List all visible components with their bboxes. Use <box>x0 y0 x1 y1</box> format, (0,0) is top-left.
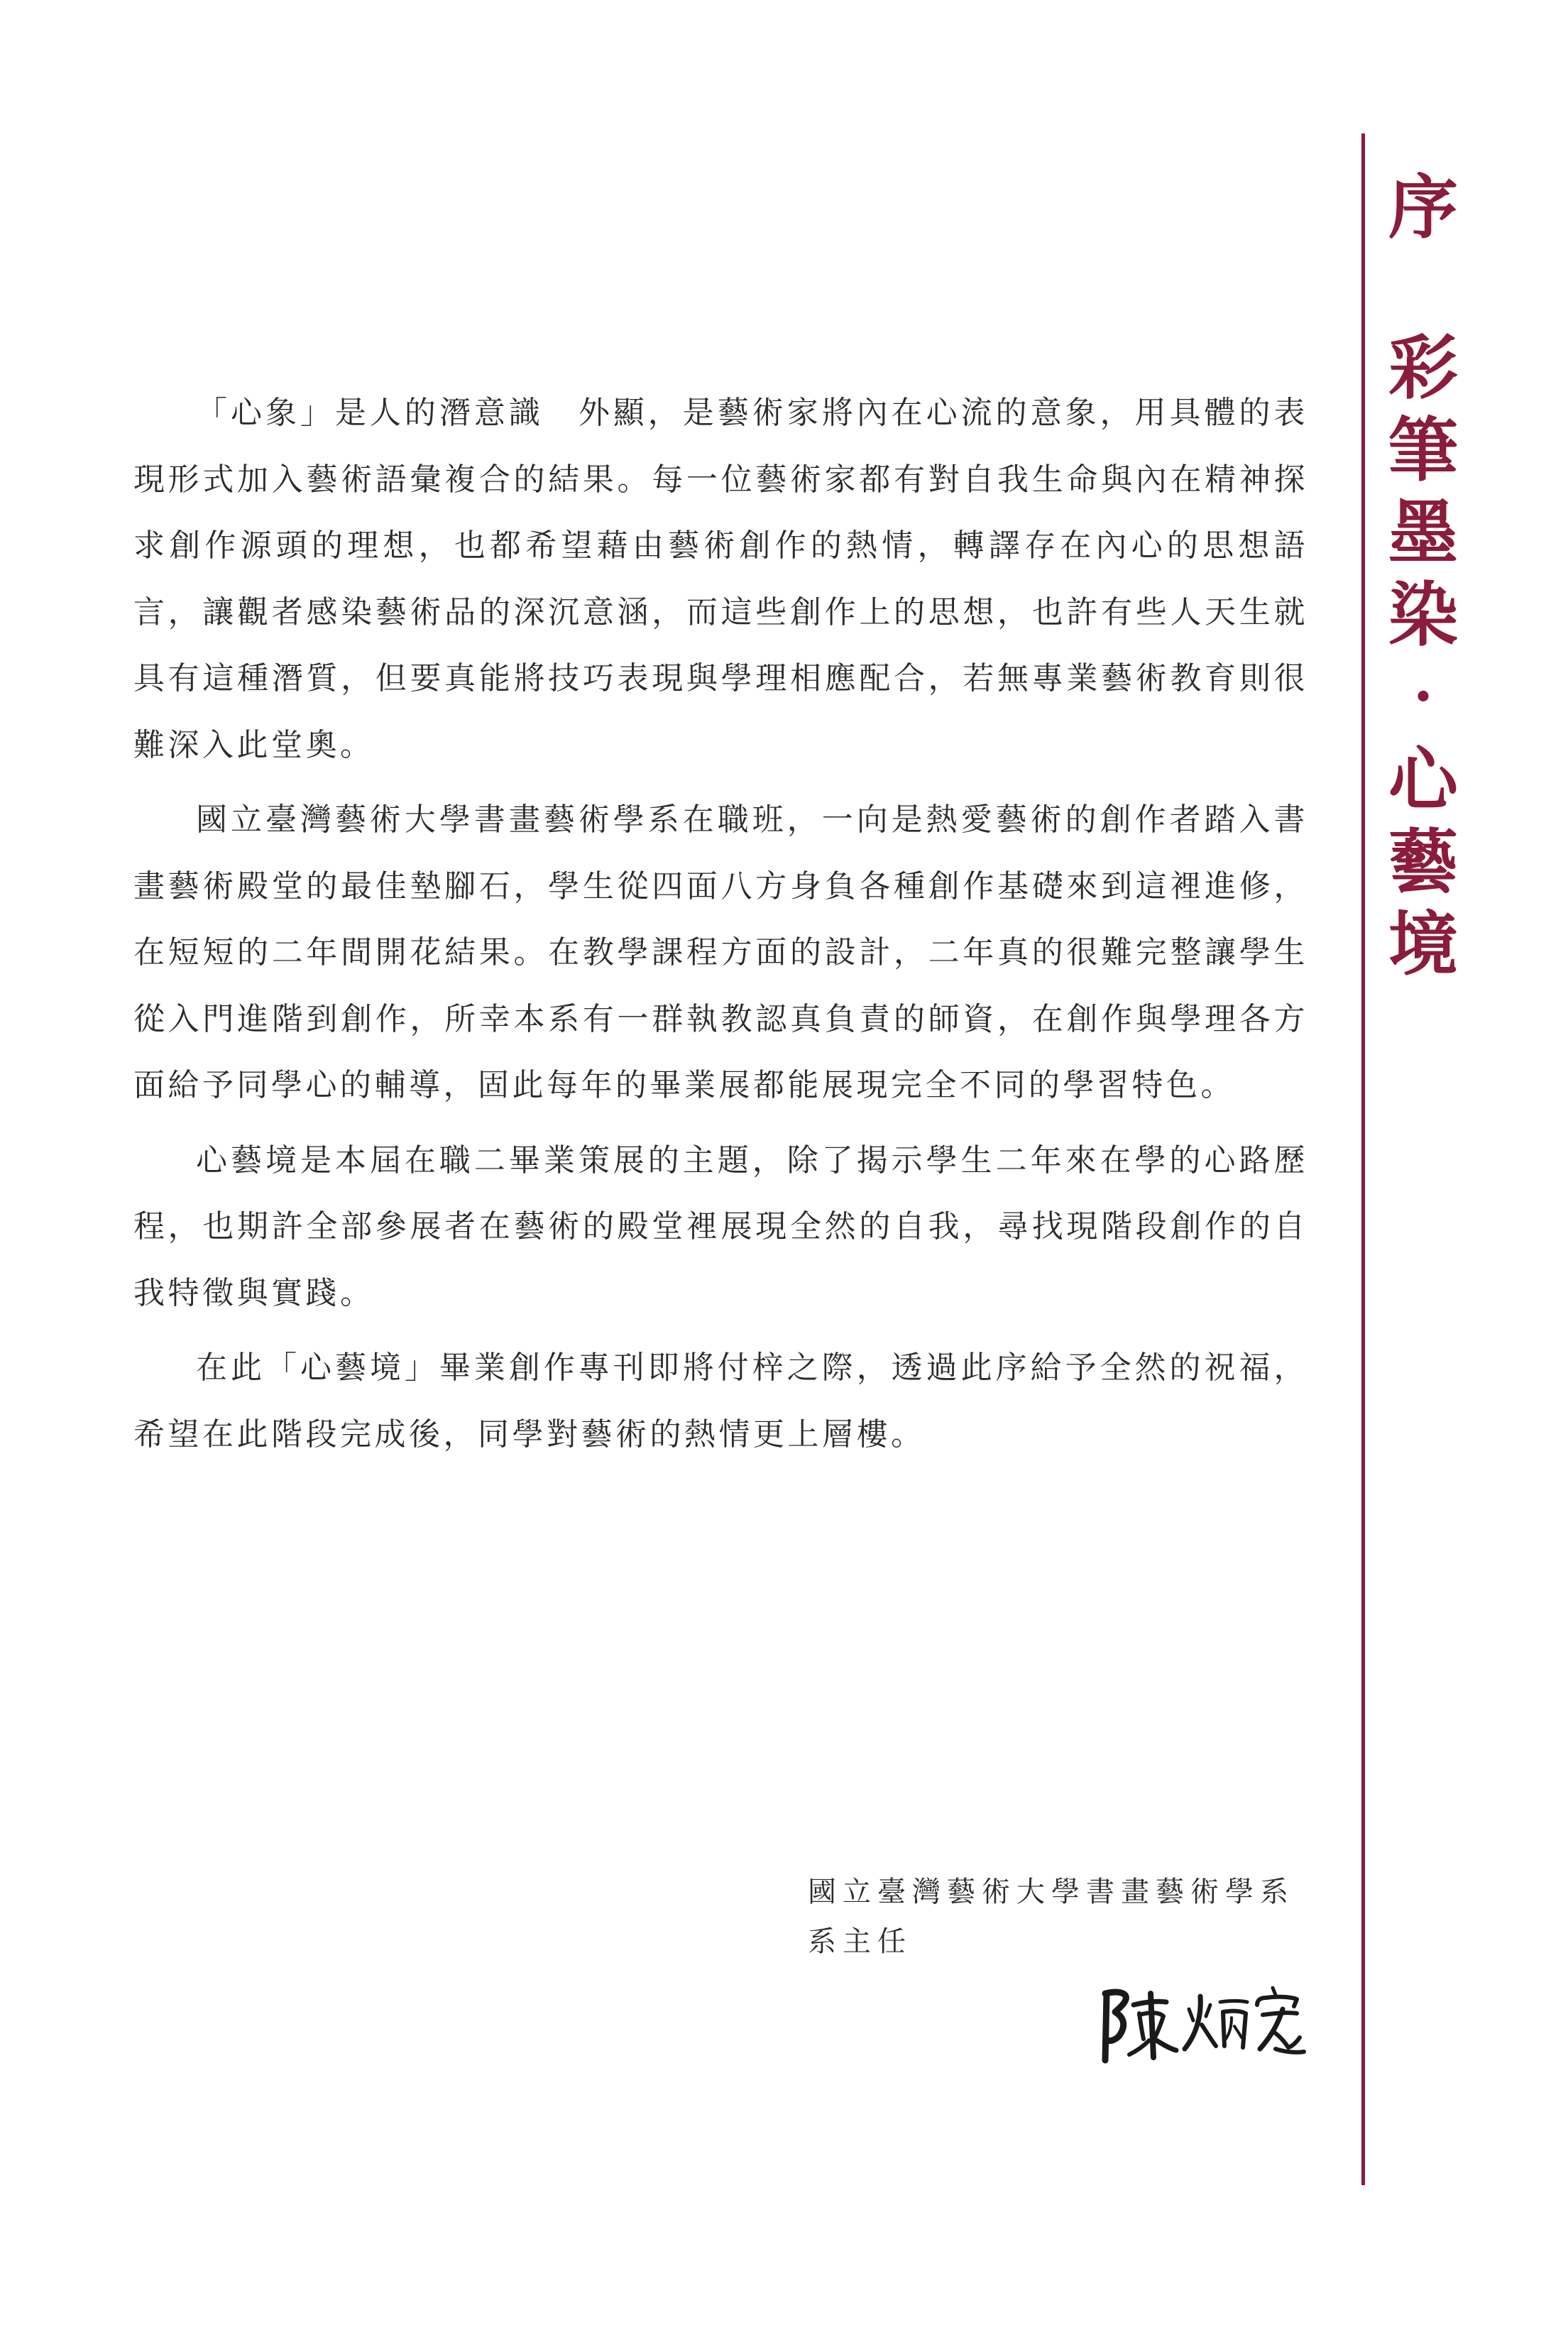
title-char: 染 <box>1388 574 1458 656</box>
paragraph-3: 心藝境是本屆在職二畢業策展的主題，除了揭示學生二年來在學的心路歷程，也期許全部參展者在藝術的殿堂裡展現全然的自我，尋找現階段創作的自我特徵與實踐。 <box>133 1142 1308 1311</box>
side-title <box>1381 167 1466 986</box>
paragraph-1: 「心象」是人的潛意識 外顯，是藝術家將內在心流的意象，用具體的表現形式加入藝術語彙複合的結果。每一位藝術家都有對自我生命與內在精神探求創作源頭的理想，也都希望藉由藝術創作的熱情，轉譯存在內心的思想語言，讓觀者感染藝術品的深沉意涵，而這些創作上的思想，也許有些人天生就具有這種潛質，但要真能將技巧表現與學理相應配合，若無專業藝術教育則很難深入此堂奧。 <box>133 395 1308 763</box>
preface-body <box>133 380 1308 1467</box>
title-char: 筆 <box>1388 410 1458 491</box>
title-preface-char: 序 <box>1388 167 1458 248</box>
title-char: 心 <box>1388 739 1458 821</box>
title-char: 彩 <box>1388 327 1458 409</box>
paragraph-4: 在此「心藝境」畢業創作專刊即將付梓之際，透過此序給予全然的祝福，希望在此階段完成後，同學對藝術的熱情更上層樓。 <box>133 1350 1308 1453</box>
vertical-divider <box>1361 133 1365 2185</box>
handwritten-signature <box>1090 1981 1310 2066</box>
paragraph-2: 國立臺灣藝術大學書畫藝術學系在職班，一向是熱愛藝術的創作者踏入書畫藝術殿堂的最佳墊腳石，學生從四面八方身負各種創作基礎來到這裡進修，在短短的二年間開花結果。在教學課程方面的設計，二年真的很難完整讓學生從入門進階到創作，所幸本系有一群執教認真負責的師資，在創作與學理各方面給予同學心的輔導，固此每年的畢業展都能展現完全不同的學習特色。 <box>133 802 1308 1103</box>
signature-block <box>808 1867 1319 1967</box>
title-char: 墨 <box>1388 492 1458 574</box>
title-char: 藝 <box>1388 821 1458 903</box>
title-char: 境 <box>1388 904 1458 985</box>
author-title: 系主任 <box>808 1925 912 1958</box>
title-separator-dot: ・ <box>1398 668 1448 727</box>
institution-name: 國立臺灣藝術大學書畫藝術學系 <box>808 1876 1295 1908</box>
title-gap <box>1381 249 1466 327</box>
